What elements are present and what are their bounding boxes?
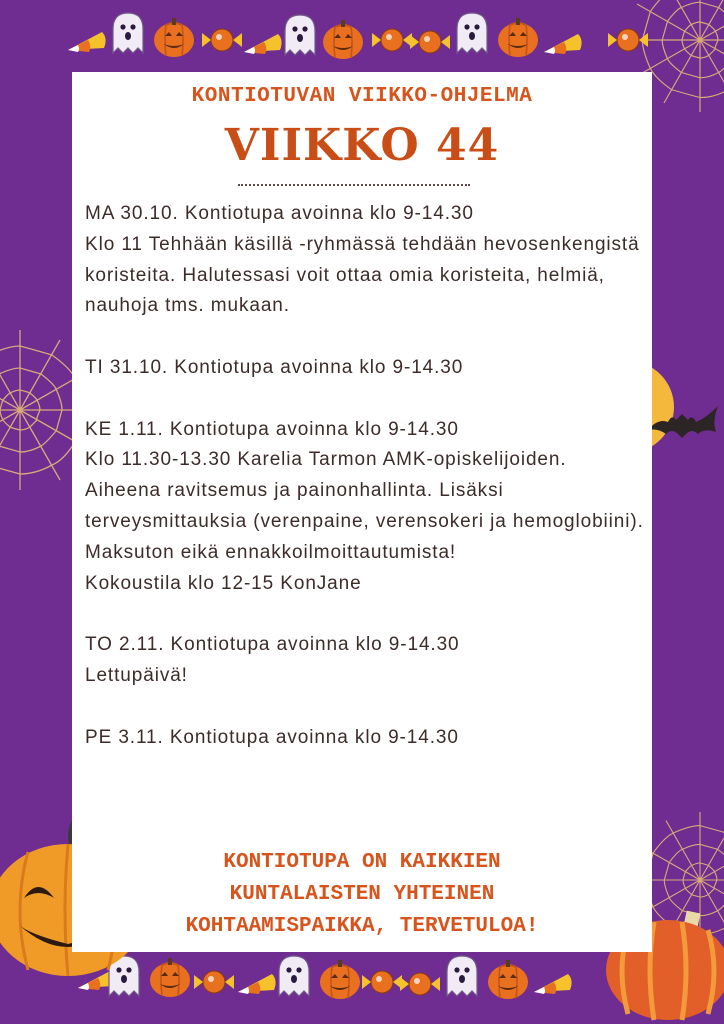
weekly-schedule	[85, 199, 645, 753]
ghost-icon	[457, 13, 487, 53]
day-opening-line: PE 3.11. Kontiotupa avoinna klo 9-14.30	[85, 726, 459, 748]
pumpkin-icon	[323, 20, 363, 59]
ghost-icon	[113, 13, 143, 53]
candy-icon	[202, 29, 242, 51]
pumpkin-icon	[320, 960, 360, 999]
day-opening-line: TI 31.10. Kontiotupa avoinna klo 9-14.30	[85, 356, 464, 378]
program-heading: KONTIOTUVAN VIIKKO-OHJELMA	[191, 85, 533, 108]
ghost-icon	[447, 956, 477, 996]
day-details: Klo 11.30-13.30 Karelia Tarmon AMK-opiskelijoiden. Aiheena ravitsemus ja painonhallinta. Lisäksi terveysmittauksia (verenpaine, verensokeri ja hemoglobiini). Maksuton eikä ennakkoilmoittautumista!	[85, 449, 644, 563]
candy-icon	[362, 971, 402, 993]
ghost-icon	[279, 956, 309, 996]
candy-icon	[194, 971, 234, 993]
candy-icon	[400, 973, 440, 995]
pumpkin-icon	[154, 18, 194, 57]
footer-line: KUNTALAISTEN YHTEINEN	[229, 883, 495, 906]
day-opening-line: TO 2.11. Kontiotupa avoinna klo 9-14.30	[85, 634, 460, 656]
candy-corn-icon	[534, 974, 572, 994]
footer-line: KONTIOTUPA ON KAIKKIEN	[223, 851, 501, 874]
pumpkin-icon	[498, 18, 538, 57]
pumpkin-icon	[150, 958, 190, 997]
footer-line: KOHTAAMISPAIKKA, TERVETULOA!	[185, 915, 539, 938]
candy-corn-icon	[68, 32, 106, 52]
day-details: Klo 11 Tehhään käsillä -ryhmässä tehdään hevosenkengistä koristeita. Halutessasi voit ottaa omia koristeita, helmiä, nauhoja tms. mukaan.	[85, 233, 640, 317]
day-details: Lettupäivä!	[85, 664, 188, 686]
candy-icon	[410, 31, 450, 53]
week-title: VIIKKO 44	[224, 120, 500, 171]
candy-icon	[608, 29, 648, 51]
candy-icon	[372, 29, 412, 51]
day-opening-line: KE 1.11. Kontiotupa avoinna klo 9-14.30	[85, 418, 459, 440]
day-extra: Kokoustila klo 12-15 KonJane	[85, 572, 362, 594]
candy-corn-icon	[544, 34, 582, 54]
schedule-day-wednesday	[85, 415, 645, 600]
bottom-candy-border	[78, 956, 572, 999]
candy-corn-icon	[238, 974, 276, 994]
program-sheet	[72, 72, 652, 952]
day-opening-line: MA 30.10. Kontiotupa avoinna klo 9-14.30	[85, 203, 474, 224]
ghost-icon	[285, 15, 315, 55]
candy-corn-icon	[244, 34, 282, 54]
schedule-day-tuesday	[85, 353, 645, 384]
top-candy-border	[68, 13, 648, 59]
pumpkin-icon	[488, 960, 528, 999]
dotted-divider	[238, 184, 470, 186]
welcome-footer	[72, 847, 652, 943]
schedule-day-monday	[85, 199, 645, 322]
schedule-day-thursday	[85, 630, 645, 692]
schedule-day-friday	[85, 723, 645, 754]
